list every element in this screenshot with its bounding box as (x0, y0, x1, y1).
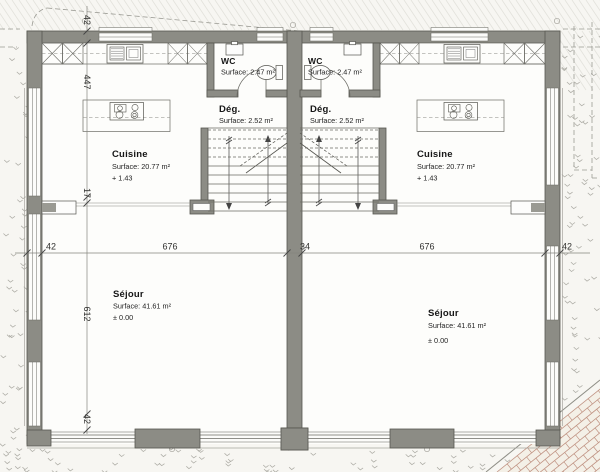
room-level-sejour-right: ± 0.00 (428, 336, 449, 345)
dim-v-step: 17 (82, 187, 92, 199)
room-label-degagement-right: Dég. (310, 104, 332, 115)
room-surface-cuisine-left: Surface: 20.77 m² (112, 162, 170, 171)
room-surface-degagement-left: Surface: 2.52 m² (219, 116, 273, 125)
dim-v-wall-bottom: 42 (82, 413, 92, 425)
dim-v-cuisine: 447 (82, 74, 92, 90)
room-level-cuisine-right: + 1.43 (417, 173, 438, 183)
room-surface-wc-right: Surface: 2.47 m² (308, 67, 362, 77)
room-label-cuisine-left: Cuisine (112, 149, 148, 160)
room-level-cuisine-left: + 1.43 (112, 173, 133, 183)
room-label-sejour-right: Séjour (428, 308, 459, 319)
room-surface-cuisine-right: Surface: 20.77 m² (417, 162, 475, 171)
room-surface-sejour-left: Surface: 41.61 m² (113, 301, 171, 311)
dim-h-party-wall: 34 (299, 241, 311, 252)
room-label-cuisine-right: Cuisine (417, 149, 453, 160)
room-surface-wc-left: Surface: 2.47 m² (221, 67, 275, 77)
dim-v-wall-top: 42 (82, 14, 92, 26)
room-label-degagement-left: Dég. (219, 104, 241, 115)
dim-h-right-unit: 676 (419, 241, 435, 252)
dim-h-left-unit: 676 (162, 241, 178, 252)
room-level-sejour-left: ± 0.00 (113, 313, 134, 322)
room-surface-sejour-right: Surface: 41.61 m² (428, 321, 486, 330)
room-label-sejour-left: Séjour (113, 289, 144, 300)
room-surface-degagement-right: Surface: 2.52 m² (310, 116, 364, 125)
dim-v-sejour: 612 (82, 306, 92, 322)
room-label-wc-right: WC (308, 56, 323, 66)
dim-h-wall-right: 42 (561, 241, 573, 252)
dim-h-wall-left: 42 (45, 241, 57, 252)
room-label-wc-left: WC (221, 56, 236, 66)
